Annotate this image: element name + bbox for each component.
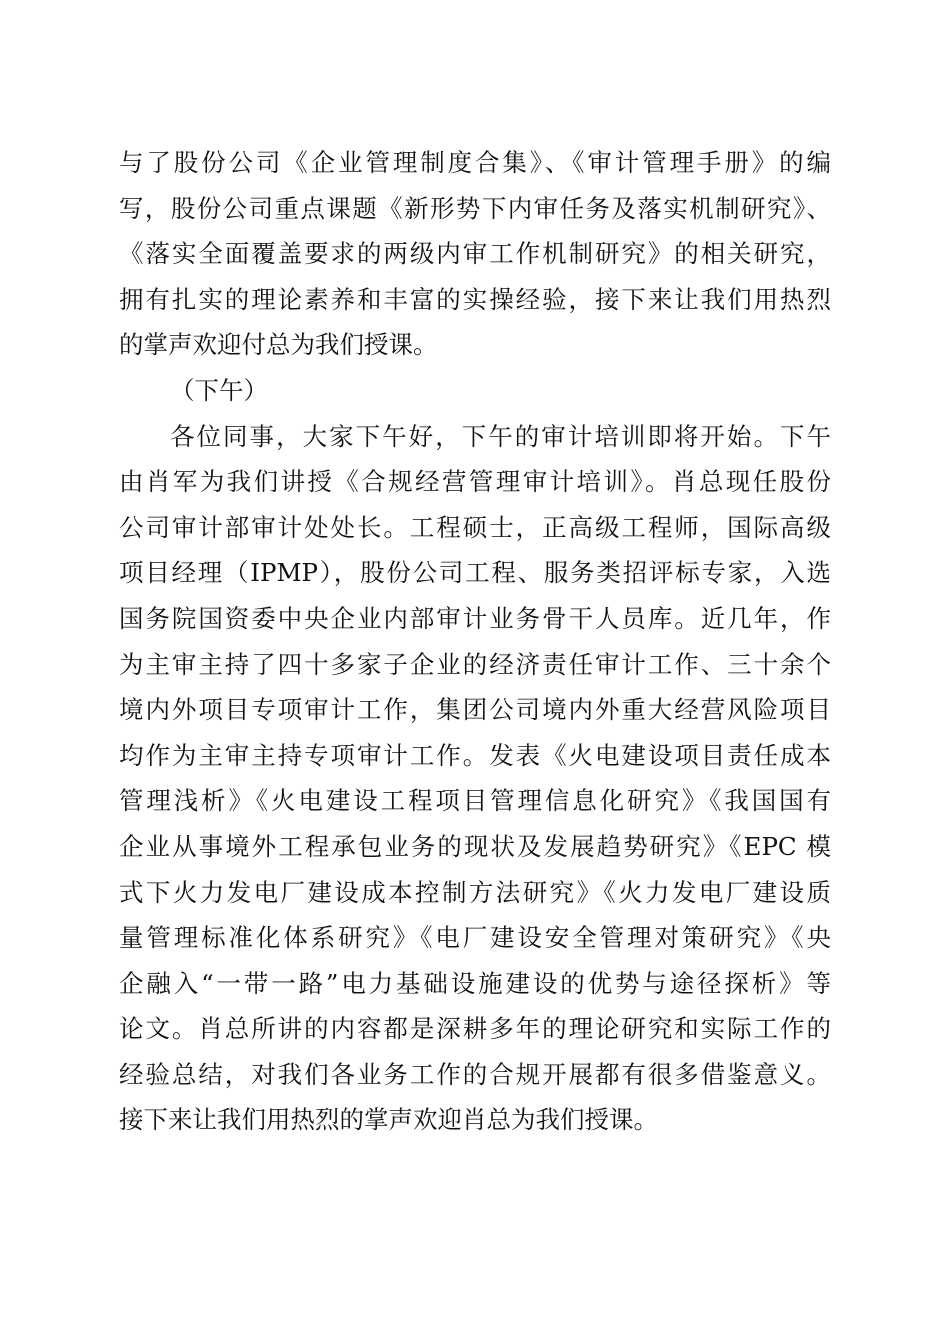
paragraph-2: [119, 414, 831, 1144]
text-line: 为主审主持了四十多家子企业的经济责任审计工作、三十余个: [119, 649, 831, 679]
text-line: 接下来让我们用热烈的掌声欢迎肖总为我们授课。: [119, 1105, 658, 1135]
section-label: （下午）: [170, 375, 268, 405]
text-line: 企业从事境外工程承包业务的现状及发展趋势研究》《EPC 模: [119, 831, 831, 861]
text-line: 项目经理（IPMP），股份公司工程、服务类招评标专家，入选: [119, 558, 831, 588]
text-line: 境内外项目专项审计工作，集团公司境内外重大经营风险项目: [119, 695, 831, 725]
text-line: 管理浅析》《火电建设工程项目管理信息化研究》《我国国有: [119, 786, 831, 816]
text-line: 论文。肖总所讲的内容都是深耕多年的理论研究和实际工作的: [119, 1014, 831, 1044]
document-body: [119, 140, 831, 1143]
text-line: 由肖军为我们讲授《合规经营管理审计培训》。肖总现任股份: [119, 467, 831, 497]
text-line: 经验总结，对我们各业务工作的合规开展都有很多借鉴意义。: [119, 1059, 831, 1089]
text-line: 企融入“一带一路”电力基础设施建设的优势与途径探析》等: [119, 968, 831, 998]
text-line: 写，股份公司重点课题《新形势下内审任务及落实机制研究》、: [119, 193, 831, 223]
text-line: 的掌声欢迎付总为我们授课。: [119, 330, 438, 360]
paragraph-1: [119, 140, 831, 368]
text-line: 国务院国资委中央企业内部审计业务骨干人员库。近几年，作: [119, 603, 831, 633]
text-line: 公司审计部审计处处长。工程硕士，正高级工程师，国际高级: [119, 512, 831, 542]
text-line: 各位同事，大家下午好，下午的审计培训即将开始。下午: [170, 421, 831, 451]
text-line: 式下火力发电厂建设成本控制方法研究》《火力发电厂建设质: [119, 877, 831, 907]
text-line: 均作为主审主持专项审计工作。发表《火电建设项目责任成本: [119, 740, 831, 770]
text-line: 与了股份公司《企业管理制度合集》、《审计管理手册》的编: [119, 148, 831, 177]
text-line: 拥有扎实的理论素养和丰富的实操经验，接下来让我们用热烈: [119, 284, 831, 314]
text-line: 量管理标准化体系研究》《电厂建设安全管理对策研究》《央: [119, 923, 831, 953]
text-line: 《落实全面覆盖要求的两级内审工作机制研究》的相关研究，: [119, 239, 831, 269]
